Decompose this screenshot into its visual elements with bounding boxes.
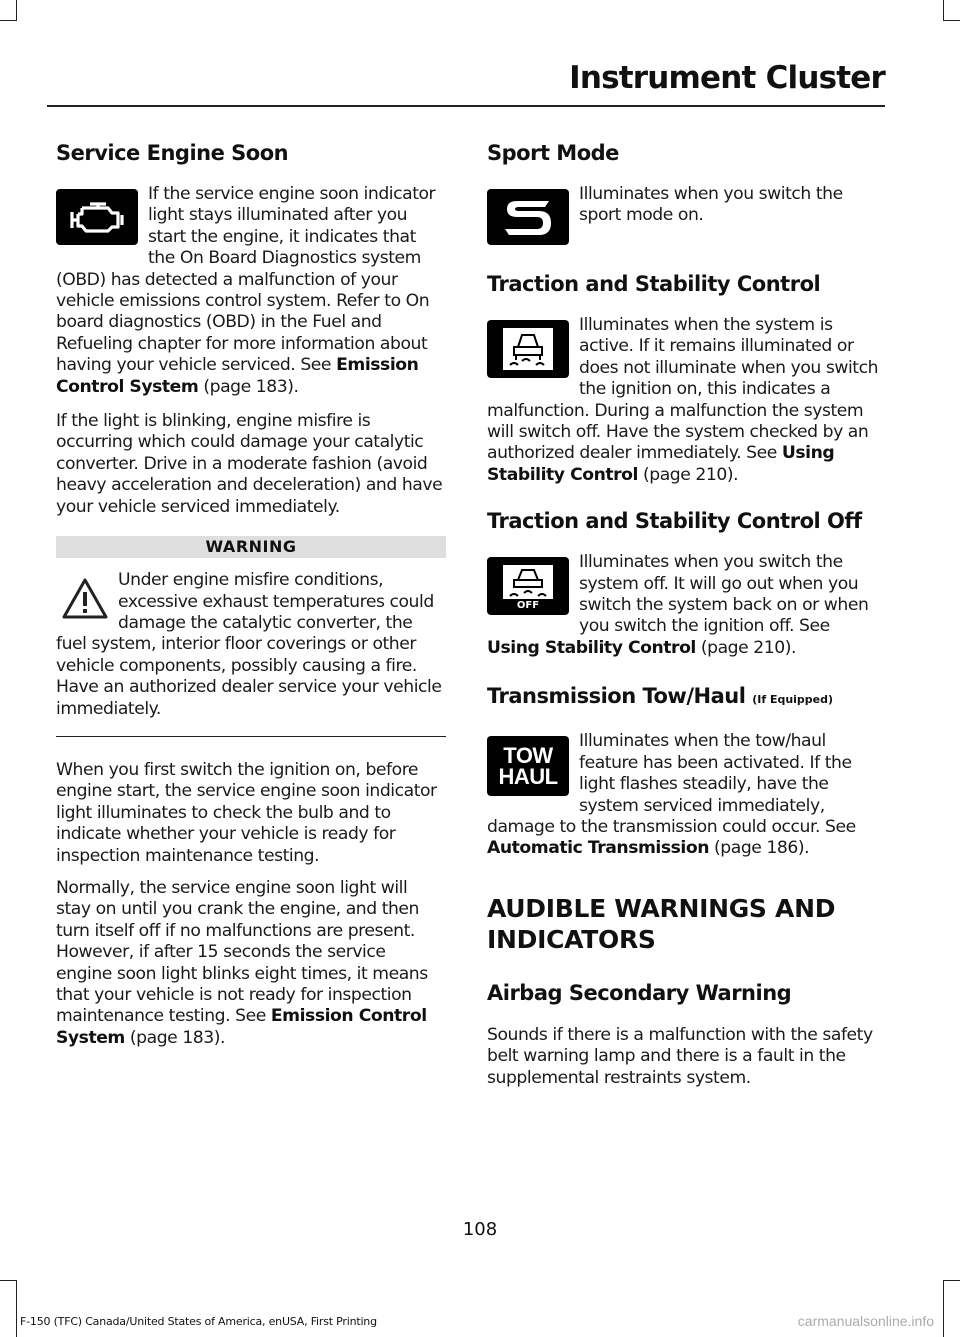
- traction-section: [487, 315, 880, 486]
- crop-mark-bottom-left: [16, 1280, 17, 1337]
- tow-haul-heading: Transmission Tow/Haul: [487, 684, 746, 709]
- stability-control-link-2[interactable]: Using Stability Control: [487, 637, 696, 658]
- audible-warnings-heading-line1: AUDIBLE WARNINGS AND: [487, 893, 836, 923]
- traction-off-section: [487, 552, 880, 659]
- sport-mode-text: Illuminates when you switch the sport mode on.: [579, 184, 843, 226]
- stability-control-link[interactable]: Using Stability Control: [487, 443, 835, 485]
- service-engine-text: If the service engine soon indicator light stays illuminated after you start the engine, it indicates that the On Board Diagnostics system (OBD) has detected a malfunction of your vehicle emissions control system. Refer to On board diagnostics (OBD) in the Fuel and Refueling chapter for more information about having your vehicle serviced. See: [56, 184, 436, 376]
- warning-triangle-icon: [60, 574, 110, 624]
- traction-off-text: Illuminates when you switch the system off. It will go out when you switch the system back on or when you switch the ignition off. See: [579, 552, 869, 637]
- warning-label: WARNING: [56, 536, 446, 558]
- crop-mark-bottom-left-h: [0, 1280, 17, 1281]
- haul-label: HAUL: [498, 764, 558, 790]
- warning-box: [56, 570, 446, 720]
- header-divider: [47, 105, 885, 107]
- stability-control-page-2: (page 210).: [695, 637, 797, 658]
- sport-mode-heading: Sport Mode: [487, 141, 619, 165]
- tow-haul-section: [487, 731, 880, 859]
- traction-control-icon: [487, 320, 569, 378]
- page-number: 108: [462, 1219, 498, 1240]
- service-engine-heading: Service Engine Soon: [56, 141, 289, 165]
- tow-label: TOW: [503, 743, 553, 769]
- inspection-text: Normally, the service engine soon light will stay on until you crank the engine, and then turn itself off if no malfunctions are present. However, if after 15 seconds the service engine soon light blinks eight times, it means that your vehicle is not ready for inspection maintenance testing. See: [56, 877, 428, 1027]
- airbag-text: Sounds if there is a malfunction with the safety belt warning lamp and there is a fault in the supplemental restraints system.: [487, 1024, 873, 1088]
- service-engine-section: [56, 184, 446, 398]
- blinking-light-text: If the light is blinking, engine misfire is occurring which could damage your catalytic converter. Drive in a moderate fashion (avoid heavy acceleration and deceleration) and have your vehicle serviced immediately.: [56, 411, 443, 517]
- right-column: [487, 140, 880, 1089]
- traction-control-off-icon: [487, 557, 569, 615]
- crop-mark-top-left: [16, 0, 17, 20]
- airbag-heading: Airbag Secondary Warning: [487, 980, 792, 1005]
- tow-haul-icon: [487, 736, 569, 796]
- crop-mark-top-right-h: [943, 20, 960, 21]
- if-equipped-note: (If Equipped): [752, 693, 834, 707]
- watermark: carmanualsonline.info: [797, 1313, 934, 1329]
- crop-mark-top-left-h: [0, 20, 17, 21]
- tow-haul-text: Illuminates when the tow/haul feature has been activated. If the light flashes steadily, have the system serviced immediately, damage to the transmission could occur. See: [487, 731, 856, 837]
- emission-control-link-2[interactable]: Emission Control System: [56, 1006, 427, 1048]
- traction-heading: Traction and Stability Control: [487, 272, 821, 296]
- sport-mode-s-icon: [487, 189, 569, 245]
- traction-text: Illuminates when the system is active. If it remains illuminated or does not illuminate when you switch the ignition on, this indicates a malfunction. During a malfunction the system will switch off. Have the system checked by an authorized dealer immediately. See: [487, 315, 879, 464]
- crop-mark-bottom-right-h: [943, 1280, 960, 1281]
- traction-off-heading: Traction and Stability Control Off: [487, 509, 862, 534]
- ignition-on-text: When you first switch the ignition on, before engine start, the service engine soon indicator light illuminates to check the bulb and to indicate whether your vehicle is ready for inspection maintenance testing.: [56, 759, 437, 866]
- edition-footer: F-150 (TFC) Canada/United States of America, enUSA, First Printing: [20, 1315, 377, 1328]
- automatic-transmission-page: (page 186).: [709, 838, 810, 859]
- emission-control-page-2: (page 183).: [124, 1027, 226, 1048]
- left-column: [56, 140, 446, 1049]
- emission-control-page: (page 183).: [198, 376, 299, 397]
- check-engine-icon: [56, 189, 138, 245]
- warning-text: Under engine misfire conditions, excessive exhaust temperatures could damage the catalytic converter, the fuel system, interior floor coverings or other vehicle components, possibly causing a fire. Have an authorized dealer service your vehicle immediately.: [56, 570, 442, 719]
- audible-warnings-heading-line2: INDICATORS: [487, 924, 656, 954]
- sport-mode-section: [487, 184, 880, 249]
- page-title: Instrument Cluster: [569, 60, 885, 96]
- emission-control-link[interactable]: Emission Control System: [56, 355, 419, 397]
- crop-mark-bottom-right: [943, 1280, 944, 1337]
- crop-mark-top-right: [943, 0, 944, 20]
- off-label: OFF: [516, 600, 540, 611]
- stability-control-page: (page 210).: [637, 464, 739, 485]
- warning-divider: [56, 736, 446, 737]
- automatic-transmission-link[interactable]: Automatic Transmission: [487, 838, 710, 859]
